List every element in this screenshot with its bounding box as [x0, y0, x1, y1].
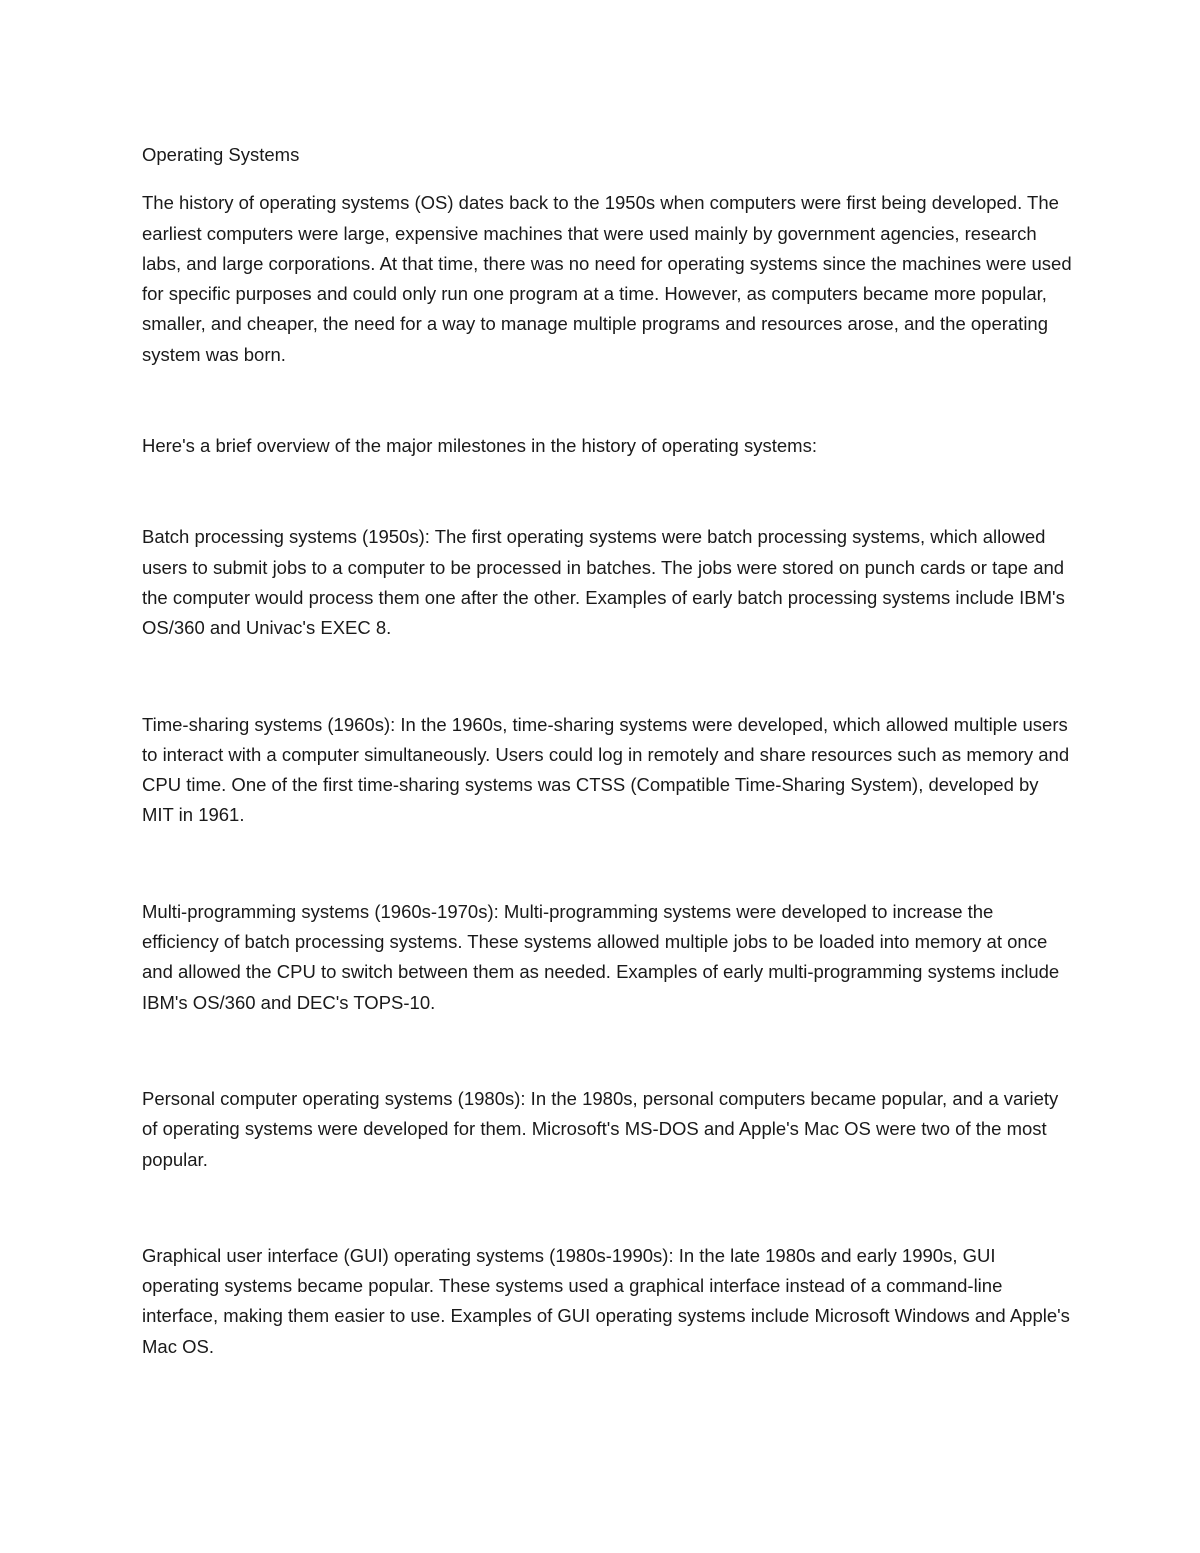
paragraph-spacer: [142, 644, 1072, 710]
paragraph-spacer: [142, 461, 1072, 522]
document-title: Operating Systems: [142, 144, 300, 165]
paragraph-spacer: [142, 1175, 1072, 1241]
paragraph-spacer: [142, 370, 1072, 431]
milestone-gui: Graphical user interface (GUI) operating systems (1980s-1990s): In the late 1980s and early 1990s, GUI operating systems became popular. These systems used a graphical interface instead of a command-line interface, making them easier to use. Examples of GUI operating systems include Microsoft Windows and Apple's Mac OS.: [142, 1244, 1070, 1357]
milestone-multi-programming: Multi-programming systems (1960s-1970s): Multi-programming systems were developed to increase the efficiency of batch processing systems. These systems allowed multiple jobs to be loaded into memory at once and allowed the CPU to switch between them as needed. Examples of early multi-programming systems include IBM's OS/360 and DEC's TOPS-10.: [142, 900, 1060, 1013]
milestone-batch-processing: Batch processing systems (1950s): The first operating systems were batch processing systems, which allowed users to submit jobs to a computer to be processed in batches. The jobs were stored on punch cards or tape and the computer would process them one after the other. Examples of early batch processing systems include IBM's OS/360 and Univac's EXEC 8.: [142, 526, 1065, 639]
document-body: [142, 140, 1072, 1362]
milestone-time-sharing: Time-sharing systems (1960s): In the 1960s, time-sharing systems were developed, which allowed multiple users to interact with a computer simultaneously. Users could log in remotely and share resources such as memory and CPU time. One of the first time-sharing systems was CTSS (Compatible Time-Sharing System), developed by MIT in 1961.: [142, 713, 1070, 826]
milestone-personal-computer: Personal computer operating systems (1980s): In the 1980s, personal computers became popular, and a variety of operating systems were developed for them. Microsoft's MS-DOS and Apple's Mac OS were two of the most popular.: [142, 1087, 1059, 1170]
paragraph-spacer: [142, 831, 1072, 897]
paragraph-spacer: [142, 1018, 1072, 1084]
overview-paragraph: Here's a brief overview of the major milestones in the history of operating systems:: [142, 435, 817, 457]
intro-paragraph: The history of operating systems (OS) dates back to the 1950s when computers were first being developed. The earliest computers were large, expensive machines that were used mainly by government agencies, research labs, and large corporations. At that time, there was no need for operating systems since the machines were used for specific purposes and could only run one program at a time. However, as computers became more popular, smaller, and cheaper, the need for a way to manage multiple programs and resources arose, and the operating system was born.: [142, 192, 1072, 365]
